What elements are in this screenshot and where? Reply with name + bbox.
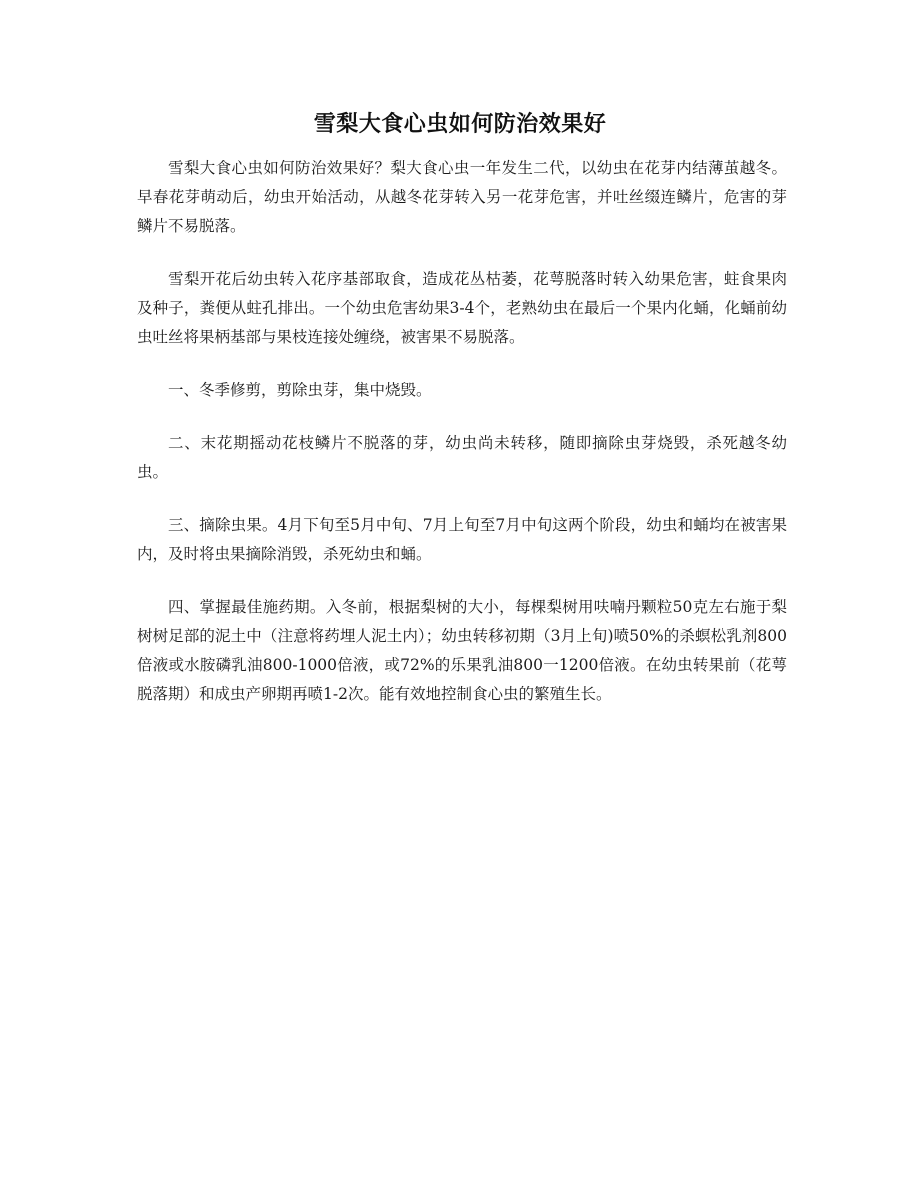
paragraph-method-2: 二、末花期摇动花枝鳞片不脱落的芽，幼虫尚未转移，随即摘除虫芽烧毁，杀死越冬幼虫。 <box>137 434 787 481</box>
paragraph-method-1: 一、冬季修剪，剪除虫芽，集中烧毁。 <box>168 381 432 399</box>
paragraph-method-4: 四、掌握最佳施药期。入冬前，根据梨树的大小，每棵梨树用呋喃丹颗粒50克左右施于梨树树足部的泥土中（注意将药埋人泥土内）；幼虫转移初期（3月上旬)喷50%的杀螟松乳剂800倍液或水胺磷乳油800-1000倍液，或72%的乐果乳油800一1200倍液。在幼虫转果前（花萼脱落期）和成虫产卵期再喷1-2次。能有效地控制食心虫的繁殖生长。 <box>137 598 787 703</box>
paragraph-intro: 雪梨大食心虫如何防治效果好？梨大食心虫一年发生二代，以幼虫在花芽内结薄茧越冬。早春花芽萌动后，幼虫开始活动，从越冬花芽转入另一花芽危害，并吐丝缀连鳞片，危害的芽鳞片不易脱落。 <box>137 159 787 235</box>
document-body <box>137 154 787 733</box>
document-title: 雪梨大食心虫如何防治效果好 <box>313 111 607 137</box>
paragraph-method-3: 三、摘除虫果。4月下旬至5月中旬、7月上旬至7月中旬这两个阶段，幼虫和蛹均在被害果内，及时将虫果摘除消毁，杀死幼虫和蛹。 <box>137 516 787 563</box>
paragraph-damage: 雪梨开花后幼虫转入花序基部取食，造成花丛枯萎，花萼脱落时转入幼果危害，蛀食果肉及种子，粪便从蛀孔排出。一个幼虫危害幼果3-4个，老熟幼虫在最后一个果内化蛹，化蛹前幼虫吐丝将果柄基部与果枝连接处缠绕，被害果不易脱落。 <box>137 270 787 346</box>
